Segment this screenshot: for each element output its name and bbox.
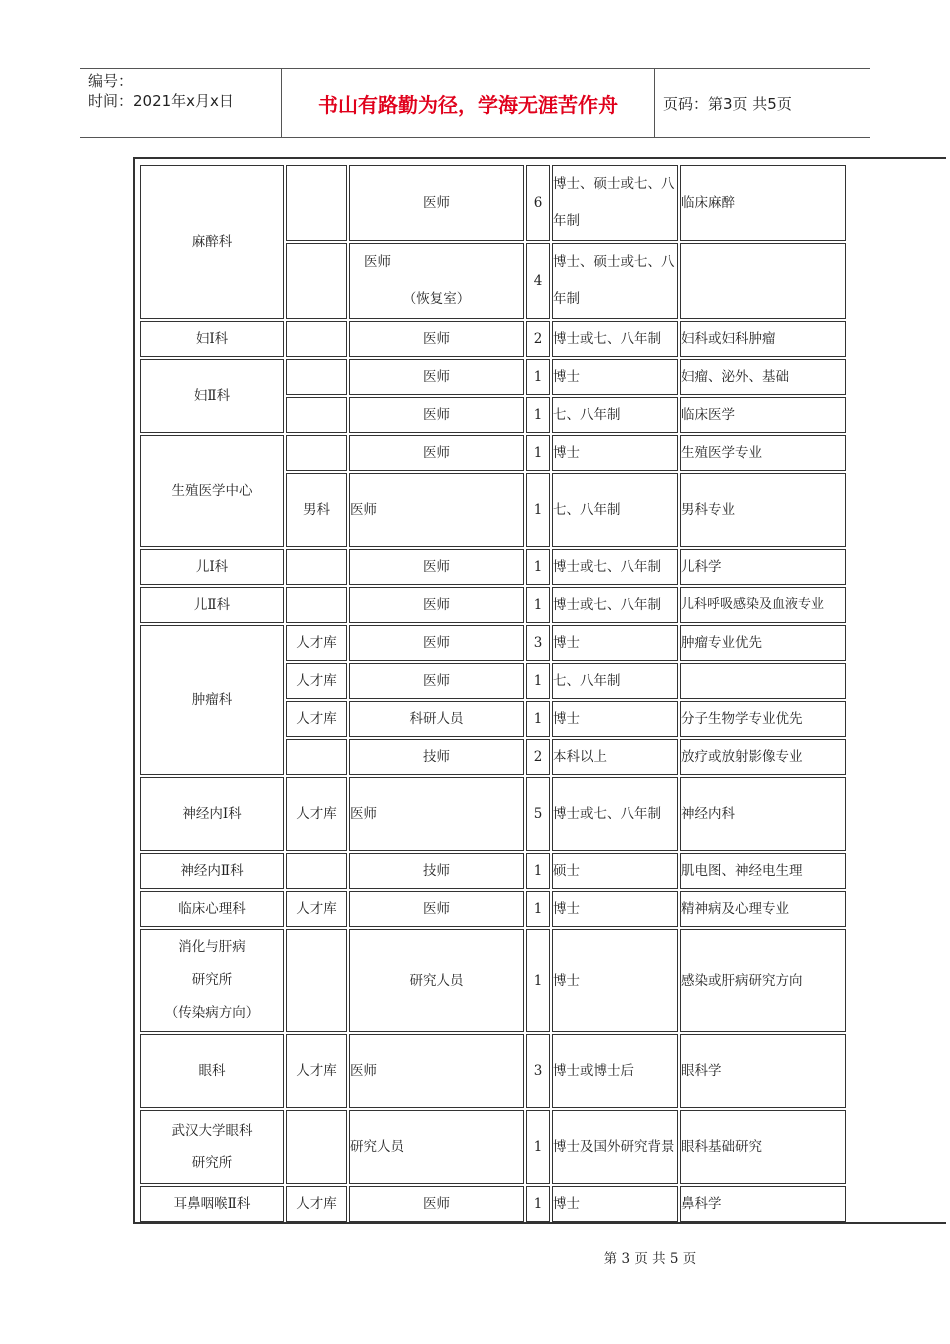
tag-cell [286,739,347,775]
post-cell: 研究人员 [349,1110,524,1184]
post-cell: 医师 [349,397,524,433]
table-row [140,853,846,889]
dept-cell: 眼科 [140,1034,284,1108]
table-row [140,1110,846,1184]
edu-cell: 博士 [552,625,678,661]
edu-cell: 七、八年制 [552,397,678,433]
edu-cell: 七、八年制 [552,473,678,547]
post-cell: 医师 [349,663,524,699]
count-cell: 2 [526,739,550,775]
edu-cell: 博士或七、八年制 [552,777,678,851]
count-cell: 2 [526,321,550,357]
tag-cell: 人才库 [286,1034,347,1108]
page-footer: 第 3 页 共 5 页 [603,1251,697,1267]
edu-cell: 博士 [552,701,678,737]
tag-cell: 人才库 [286,663,347,699]
count-cell: 1 [526,1186,550,1222]
dept-cell [140,929,284,1032]
count-cell: 4 [526,243,550,319]
table-row [140,929,846,1032]
post-cell: 医师 [349,549,524,585]
count-cell: 1 [526,359,550,395]
dept-cell: 生殖医学中心 [140,435,284,547]
note-cell: 感染或肝病研究方向 [680,929,846,1032]
post-cell: 技师 [349,739,524,775]
count-cell: 1 [526,397,550,433]
note-cell: 临床麻醉 [680,165,846,241]
edu-cell: 本科以上 [552,739,678,775]
header-motto: 书山有路勤为径，学海无涯苦作舟 [282,69,655,137]
tag-cell [286,321,347,357]
edu-cell: 博士 [552,891,678,927]
post-cell: 研究人员 [349,929,524,1032]
count-cell: 5 [526,777,550,851]
note-cell: 妇科或妇科肿瘤 [680,321,846,357]
count-cell: 6 [526,165,550,241]
note-cell: 男科专业 [680,473,846,547]
post-cell: 医师 [349,1186,524,1222]
post-cell: 医师 [349,165,524,241]
tag-cell: 人才库 [286,625,347,661]
table-row [140,587,846,623]
post-cell: 医师 [349,625,524,661]
edu-cell: 博士 [552,1186,678,1222]
edu-cell: 博士、硕士或七、八年制 [552,243,678,319]
note-cell: 鼻科学 [680,1186,846,1222]
dept-cell: 临床心理科 [140,891,284,927]
table-row [140,1034,846,1108]
tag-cell [286,853,347,889]
edu-cell: 博士 [552,435,678,471]
post-cell: 技师 [349,853,524,889]
dept-cell: 神经内Ⅱ科 [140,853,284,889]
count-cell: 1 [526,701,550,737]
header-page-label: 页码：第3页 共5页 [663,94,792,113]
count-cell: 3 [526,1034,550,1108]
post-cell [349,243,524,319]
edu-cell: 博士或七、八年制 [552,549,678,585]
table-row [140,549,846,585]
table-row [140,625,846,661]
doc-code-label: 编号： [88,72,134,90]
edu-cell: 博士、硕士或七、八年制 [552,165,678,241]
note-cell [680,663,846,699]
post-cell: 科研人员 [349,701,524,737]
dept-cell: 儿Ⅰ科 [140,549,284,585]
table-row [140,1186,846,1222]
post-cell: 医师 [349,1034,524,1108]
table-row [140,777,846,851]
dept-line-3: （传染病方向） [164,1005,260,1021]
edu-cell: 博士或七、八年制 [552,321,678,357]
edu-cell: 博士或七、八年制 [552,587,678,623]
edu-cell: 博士或博士后 [552,1034,678,1108]
dept-cell [140,1110,284,1184]
dept-cell: 麻醉科 [140,165,284,319]
edu-cell: 七、八年制 [552,663,678,699]
tag-cell [286,549,347,585]
tag-cell: 人才库 [286,891,347,927]
tag-cell [286,435,347,471]
count-cell: 1 [526,587,550,623]
post-cell: 医师 [349,321,524,357]
count-cell: 1 [526,1110,550,1184]
recruitment-table [138,163,848,1224]
table-row [140,891,846,927]
dept-cell: 妇Ⅰ科 [140,321,284,357]
edu-cell: 博士 [552,359,678,395]
tag-cell: 人才库 [286,701,347,737]
count-cell: 1 [526,663,550,699]
dept-line-2: 研究所 [191,972,233,988]
header-meta [80,69,282,137]
count-cell: 1 [526,853,550,889]
note-cell: 儿科学 [680,549,846,585]
table-row [140,321,846,357]
note-cell: 放疗或放射影像专业 [680,739,846,775]
note-cell: 肿瘤专业优先 [680,625,846,661]
table-row [140,435,846,471]
note-cell: 分子生物学专业优先 [680,701,846,737]
note-cell: 神经内科 [680,777,846,851]
count-cell: 1 [526,549,550,585]
note-cell: 眼科基础研究 [680,1110,846,1184]
note-cell: 儿科呼吸感染及血液专业 [680,587,846,623]
dept-line-1: 消化与肝病 [178,939,246,955]
post-cell: 医师 [349,587,524,623]
dept-cell: 耳鼻咽喉Ⅱ科 [140,1186,284,1222]
tag-cell [286,397,347,433]
tag-cell [286,587,347,623]
note-cell: 肌电图、神经电生理 [680,853,846,889]
count-cell: 1 [526,435,550,471]
dept-cell: 儿Ⅱ科 [140,587,284,623]
edu-cell: 博士 [552,929,678,1032]
tag-cell: 人才库 [286,777,347,851]
dept-cell: 肿瘤科 [140,625,284,775]
dept-line-1: 武汉大学眼科 [171,1123,253,1139]
edu-cell: 博士及国外研究背景 [552,1110,678,1184]
dept-cell: 神经内Ⅰ科 [140,777,284,851]
tag-cell [286,1110,347,1184]
note-cell: 临床医学 [680,397,846,433]
post-line-2: （恢复室） [402,291,471,307]
count-cell: 1 [526,473,550,547]
note-cell: 眼科学 [680,1034,846,1108]
page-header [80,68,870,138]
tag-cell [286,929,347,1032]
post-cell: 医师 [349,359,524,395]
count-cell: 1 [526,891,550,927]
note-cell: 妇瘤、泌外、基础 [680,359,846,395]
post-cell: 医师 [349,473,524,547]
note-cell: 精神病及心理专业 [680,891,846,927]
post-cell: 医师 [349,777,524,851]
post-cell: 医师 [349,435,524,471]
edu-cell: 硕士 [552,853,678,889]
note-cell: 生殖医学专业 [680,435,846,471]
tag-cell [286,165,347,241]
note-cell [680,243,846,319]
table-row [140,165,846,241]
tag-cell [286,359,347,395]
doc-time-label: 时间：2021年x月x日 [88,92,234,110]
tag-cell [286,243,347,319]
dept-line-2: 研究所 [191,1155,233,1171]
count-cell: 1 [526,929,550,1032]
count-cell: 3 [526,625,550,661]
tag-cell: 男科 [286,473,347,547]
table-row [140,359,846,395]
post-line-1: 医师 [364,254,391,270]
post-cell: 医师 [349,891,524,927]
dept-cell: 妇Ⅱ科 [140,359,284,433]
tag-cell: 人才库 [286,1186,347,1222]
